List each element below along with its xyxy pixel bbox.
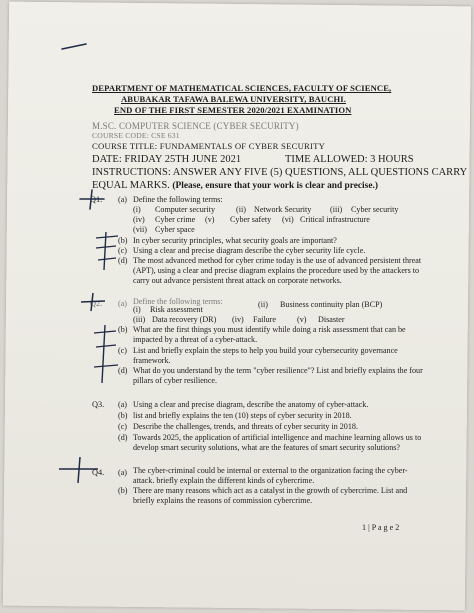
q4a-label: (a) [118,468,127,477]
pen-cross-mark [56,455,105,485]
q4b-label: (b) [118,486,128,495]
q3a-label: (a) [118,400,127,409]
q1a-label: (a) [118,195,127,204]
q1a-text: Define the following terms: [133,195,223,204]
q1-term-text: Cyber safety [230,215,272,224]
q1c-label: (c) [118,246,127,255]
q2-term: (i) [133,305,141,314]
time-allowed: TIME ALLOWED: 3 HOURS [285,154,414,165]
q1-term: (iii) [330,205,343,214]
q1-term: (v) [205,215,215,224]
q3c-label: (c) [118,422,127,431]
q3-number: Q3. [92,400,105,409]
q2b-text: What are the first things you must identify while doing a risk assessment that can be impacted by a threat of a cyber-attack. [133,325,406,344]
q2-term: (ii) [258,300,268,309]
q2-term-text: Business continuity plan (BCP) [280,300,383,309]
q3b-label: (b) [118,411,128,420]
q1d-label: (d) [118,256,128,265]
q1c-text: Using a clear and precise diagram describe the cyber security life cycle. [133,246,366,255]
equal-marks [92,180,378,191]
q2a-text: Define the following terms: [133,297,223,306]
pen-cross-mark [78,291,108,313]
q2c-text: List and briefly explain the steps to help you build your cybersecurity governance framework. [133,346,398,365]
exam-date: DATE: FRIDAY 25TH JUNE 2021 [92,154,242,165]
q2-term: (iv) [232,315,244,324]
programme: M.SC. COMPUTER SCIENCE (CYBER SECURITY) [92,121,299,131]
header-university: ABUBAKAR TAFAWA BALEWA UNIVERSITY, BAUCHI. [121,94,346,104]
pen-tick-marks [92,230,122,272]
q1-term: (ii) [236,205,246,214]
q1b-label: (b) [118,236,128,245]
q2-term-text: Risk assessment [150,305,203,314]
pen-stroke-mark [60,40,90,52]
q2-term: (v) [297,315,307,324]
page-number: 1 | P a g e 2 [362,523,400,532]
instructions: INSTRUCTIONS: ANSWER ANY FIVE (5) QUESTIONS, ALL QUESTIONS CARRY [92,167,468,178]
q1-term: (vii) [133,225,147,234]
q1-term: (i) [133,205,141,214]
q2-term: (iii) [133,315,146,324]
q1-term: (vi) [282,215,294,224]
q2d-text: What do you understand by the term "cyber resilience"? List and briefly explains the four pillars of cyber resilience. [133,366,423,385]
q3b-text: list and briefly explains the ten (10) steps of cyber security in 2018. [133,411,352,420]
q1-term-text: Cyber crime [155,215,196,224]
q3d-label: (d) [118,433,128,442]
q2-number: Q2. [90,299,103,308]
course-code: COURSE CODE: CSE 631 [92,131,180,140]
q4a-text: The cyber-criminal could be internal or external to the organization facing the cyber-attack. briefly explain the different kinds of cybercrime. [133,466,408,485]
q1-term-text: Critical infrastructure [300,215,370,224]
q1-term-text: Network Security [254,205,312,214]
q2-term-text: Failure [253,315,276,324]
q3a-text: Using a clear and precise diagram, describe the anatomy of cyber-attack. [133,400,369,409]
q2a-label: (a) [118,299,127,308]
header-exam: END OF THE FIRST SEMESTER 2020/2021 EXAMINATION [114,105,352,115]
header-department: DEPARTMENT OF MATHEMATICAL SCIENCES, FACULTY OF SCIENCE, [92,83,392,93]
q2-term-text: Data recovery (DR) [152,315,217,324]
q3c-text: Describe the challenges, trends, and threats of cyber security in 2018. [133,422,358,431]
q3d-text: Towards 2025, the application of artificial intelligence and machine learning allows us to develop smart security solutions, what are the features of smart security solutions? [133,433,422,452]
equal-marks-label: EQUAL MARKS. [92,180,170,191]
q1-term-text: Cyber security [351,205,399,214]
q2d-label: (d) [118,366,128,375]
q1-term-text: Cyber space [155,225,195,234]
q2c-label: (c) [118,346,127,355]
pen-cross-mark [76,187,108,211]
q4-number: Q4. [92,468,105,477]
q2-term-text: Disaster [318,315,345,324]
q2b-label: (b) [118,325,128,334]
q1-number: Q1. [90,195,103,204]
q1-term: (iv) [133,215,145,224]
course-title: COURSE TITLE: FUNDAMENTALS OF CYBER SECURITY [92,141,326,151]
clarity-note: (Please, ensure that your work is clear and precise.) [172,181,378,191]
pen-tick-marks [90,323,122,385]
q1b-text: In cyber security principles, what security goals are important? [133,236,337,245]
q1d-text: The most advanced method for cyber crime today is the use of advanced persistent threat (APT), using a clear and precise diagram explains the procedure used by the attackers to carry out advance persistent threat attack on corporate networks. [133,256,422,285]
q4b-text: There are many reasons which act as a catalyst in the growth of cybercrime. List and briefly explains the reasons of commission cybercrime. [133,486,408,505]
q1-term-text: Computer security [155,205,216,214]
